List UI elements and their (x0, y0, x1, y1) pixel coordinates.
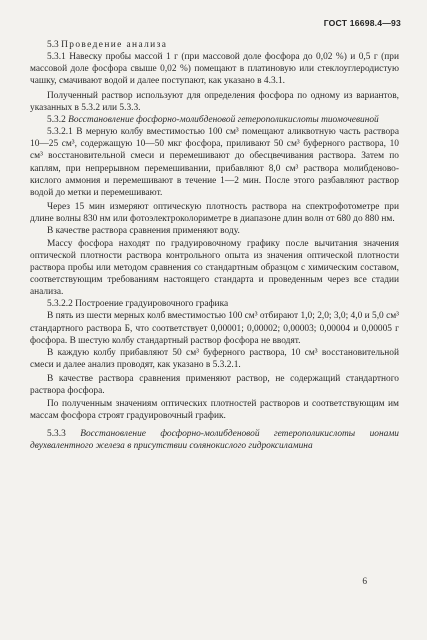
section-number: 5.3 (47, 40, 59, 50)
subsection-heading-5-3-3 (30, 428, 399, 452)
paragraph-flasks: В пять из шести мерных колб вместимостью 100 см³ отбирают 1,0; 2,0; 3,0; 4,0 и 5,0 см³ стандартного раствора Б, что соответствует 0,00001; 0,00002; 0,00003; 0,00004 и 0,00005 г фосфора. В шестую колбу стандартный раствор фосфора не вводят. (30, 311, 399, 346)
subsection-number: 5.3.2 (47, 114, 66, 125)
paragraph-solution-use: Полученный раствор используют для определения фосфора по одному из вариантов, указанных в 5.3.2 или 5.3.3. (30, 90, 399, 113)
section-heading (30, 39, 399, 51)
paragraph-graph: По полученным значениям оптических плотностей растворов и соответствующим им массам фосфора строят градуировочный график. (30, 398, 399, 421)
paragraph-each-flask: В каждую колбу прибавляют 50 см³ буферного раствора, 10 см³ восстановительной смеси и далее анализ проводят, как указано в 5.3.2.1. (30, 347, 399, 371)
subsection-title: Восстановление фосфорно-молибденовой гетерополикислоты тиомочевиной (68, 114, 379, 125)
page-number: 6 (362, 577, 367, 587)
paragraph-reference-solution: В качестве раствора сравнения применяют раствор, не содержащий стандартного раствора фосфора. (30, 374, 399, 397)
subsection-number: 5.3.3 (47, 428, 66, 439)
paragraph-5-3-2-2: 5.3.2.2 Построение градуировочного графика (47, 299, 229, 310)
document-body (30, 39, 399, 452)
paragraph-measure: Через 15 мин измеряют оптическую плотность раствора на спектрофотометре при длине волны 830 нм или фотоэлектроколориметре в диапазоне длин волн от 680 до 880 нм. (30, 202, 399, 225)
paragraph-5-3-2-1: 5.3.2.1 В мерную колбу вместимостью 100 см³ помещают аликвотную часть раствора 10—25 см³, содержащую 10—50 мкг фосфора, приливают 50 см³ буферного раствора, 10 см³ восстановительной смеси и перемешивают до обесцвечивания раствора. Затем по каплям, при непрерывном перемешивании, прибавляют 8,0 см³ раствора молибденово-кислого аммония и перемешивают в течение 1—2 мин. После этого разбавляют раствор водой до метки и перемешивают. (30, 127, 399, 198)
paragraph-reference-water: В качестве раствора сравнения применяют воду. (47, 226, 240, 237)
subsection-heading-5-3-2 (30, 114, 399, 126)
paragraph-phosphorus-mass: Массу фосфора находят по градуировочному графику после вычитания значения оптической плотности раствора контрольного опыта из значения оптической плотности раствора пробы или методом сравнения со стандартным образцом с химическим составом, соответствующим требованиям настоящего стандарта и проведенным через все стадии анализа. (30, 238, 399, 298)
section-title: Проведение анализа (61, 40, 168, 50)
standard-header: ГОСТ 16698.4—93 (323, 18, 401, 28)
subsection-title: Восстановление фосфорно-молибденовой гетерополикислоты ионами двухвалентного железа в присутствии солянокислого гидроксиламина (30, 428, 399, 451)
paragraph-5-3-1: 5.3.1 Навеску пробы массой 1 г (при массовой доле фосфора до 0,02 %) и 0,5 г (при массовой доле фосфора свыше 0,02 %) помещают в платиновую или стеклоуглеродистую чашку, смачивают водой и далее поступают, как указано в 4.3.1. (30, 52, 399, 87)
